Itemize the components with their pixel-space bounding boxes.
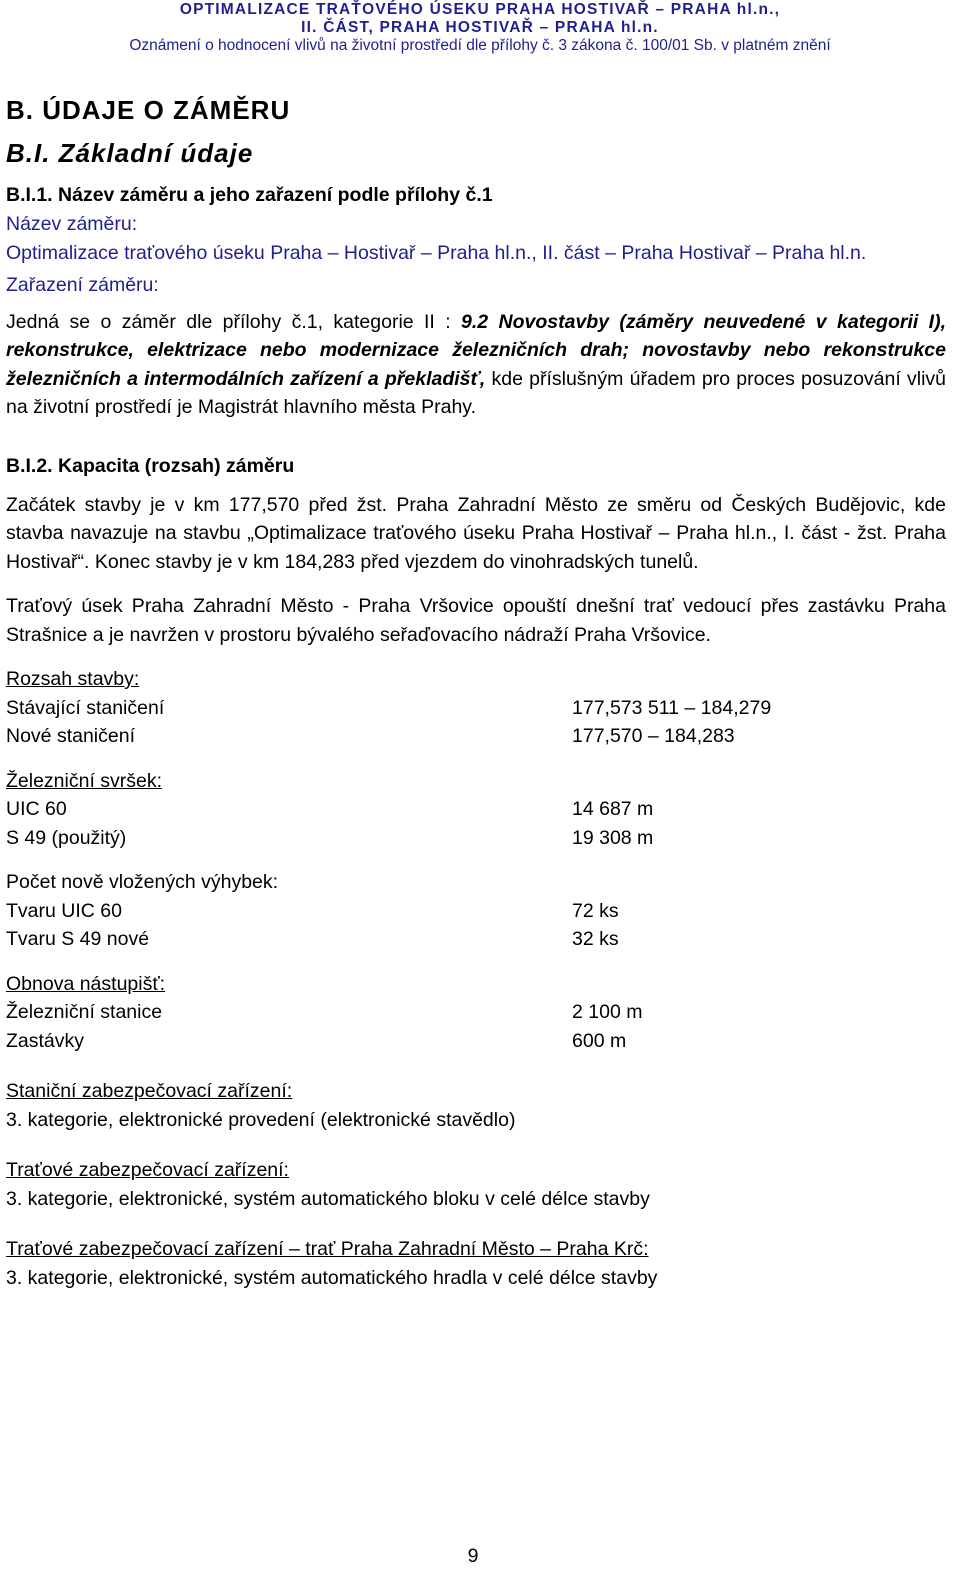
svrsek-row (6, 795, 946, 824)
nastupiste-name: Železniční stanice (6, 1001, 163, 1023)
paragraph-start: Začátek stavby je v km 177,570 před žst. Praha Zahradní Město ze směru od Českých Budějovic, kde stavba navazuje na stavbu „Optimalizace traťového úseku Praha Hostivař – Praha hl.n., I. část - žst. Praha Hostivař“. Konec stavby je v km 184,283 před vjezdem do vinohradských tunelů. (6, 493, 946, 573)
section-subtitle: B.I. Základní údaje (6, 138, 254, 168)
vyhybky-label: Počet nově vložených výhybek: (6, 871, 279, 893)
stanicni-value: 3. kategorie, elektronické provedení (elektronické stavědlo) (6, 1108, 516, 1131)
zarazeni-paragraph (6, 308, 946, 422)
svrsek-label: Železniční svršek: (6, 769, 163, 792)
subsection-b12-title: B.I.2. Kapacita (rozsah) záměru (6, 454, 295, 477)
svrsek-value: 14 687 m (572, 798, 654, 820)
nastupiste-label: Obnova nástupišť: (6, 972, 166, 995)
stanicni-label: Staniční zabezpečovací zařízení: (6, 1080, 293, 1102)
rozsah-row (6, 722, 946, 751)
rozsah-value: 177,573 511 – 184,279 (572, 696, 772, 719)
vyhybky-value: 72 ks (572, 899, 619, 922)
rozsah-label: Rozsah stavby: (6, 668, 140, 690)
tratove-krc-label: Traťové zabezpečovací zařízení – trať Praha Zahradní Město – Praha Krč: (6, 1238, 649, 1260)
nazev-value: Optimalizace traťového úseku Praha – Hostivař – Praha hl.n., II. část – Praha Hostivař – Praha hl.n. (6, 241, 867, 264)
nastupiste-row (6, 1027, 946, 1056)
rozsah-value: 177,570 – 184,283 (572, 725, 735, 747)
document-body (6, 90, 946, 1292)
subsection-b11-title: B.I.1. Název záměru a jeho zařazení podle přílohy č.1 (6, 184, 493, 206)
page-header (0, 1, 960, 55)
rozsah-name: Nové staničení (6, 725, 135, 747)
nastupiste-value: 600 m (572, 1029, 627, 1052)
vyhybky-row (6, 897, 946, 926)
svrsek-row (6, 824, 946, 853)
tratove-krc-value: 3. kategorie, elektronické, systém automatického hradla v celé délce stavby (6, 1266, 658, 1289)
rozsah-name: Stávající staničení (6, 696, 165, 719)
vyhybky-row (6, 925, 946, 954)
nastupiste-row (6, 998, 946, 1027)
rozsah-row (6, 694, 946, 723)
vyhybky-name: Tvaru S 49 nové (6, 928, 150, 950)
tratove-value: 3. kategorie, elektronické, systém automatického bloku v celé délce stavby (6, 1187, 650, 1210)
paragraph-route: Traťový úsek Praha Zahradní Město - Praha Vršovice opouští dnešní trať vedoucí přes zastávku Praha Strašnice a je navržen v prostoru bývalého seřaďovacího nádraží Praha Vršovice. (6, 595, 946, 646)
tratove-label: Traťové zabezpečovací zařízení: (6, 1159, 289, 1181)
header-line-1: OPTIMALIZACE TRAŤOVÉHO ÚSEKU PRAHA HOSTIVAŘ – PRAHA hl.n., (179, 1, 781, 18)
header-line-3: Oznámení o hodnocení vlivů na životní prostředí dle přílohy č. 3 zákona č. 100/01 Sb. v platném znění (129, 37, 831, 54)
zarazeni-rest: kde příslušným úřadem pro proces posuzování vlivů na životní prostředí je Magistrát hlavního města Prahy. (6, 367, 946, 418)
svrsek-name: S 49 (použitý) (6, 826, 127, 849)
svrsek-value: 19 308 m (572, 826, 654, 849)
vyhybky-value: 32 ks (572, 928, 619, 950)
section-title: B. ÚDAJE O ZÁMĚRU (6, 95, 291, 125)
nastupiste-value: 2 100 m (572, 1001, 643, 1023)
nastupiste-name: Zastávky (6, 1029, 85, 1052)
header-line-2: II. ČÁST, PRAHA HOSTIVAŘ – PRAHA hl.n. (301, 19, 659, 36)
svrsek-name: UIC 60 (6, 798, 67, 820)
nazev-label: Název záměru: (6, 213, 138, 235)
zarazeni-category: 9.2 Novostavby (záměry neuvedené v kategorii I), rekonstrukce, elektrizace nebo modernizace železničních drah; novostavby nebo rekonstrukce železničních a intermodálních zařízení a překladišť, (6, 310, 946, 390)
page-number: 9 (467, 1545, 479, 1567)
zarazeni-label: Zařazení záměru: (6, 274, 159, 296)
zarazeni-prefix: Jedná se o záměr dle přílohy č.1, kategorie II : (6, 310, 462, 333)
vyhybky-name: Tvaru UIC 60 (6, 899, 122, 922)
